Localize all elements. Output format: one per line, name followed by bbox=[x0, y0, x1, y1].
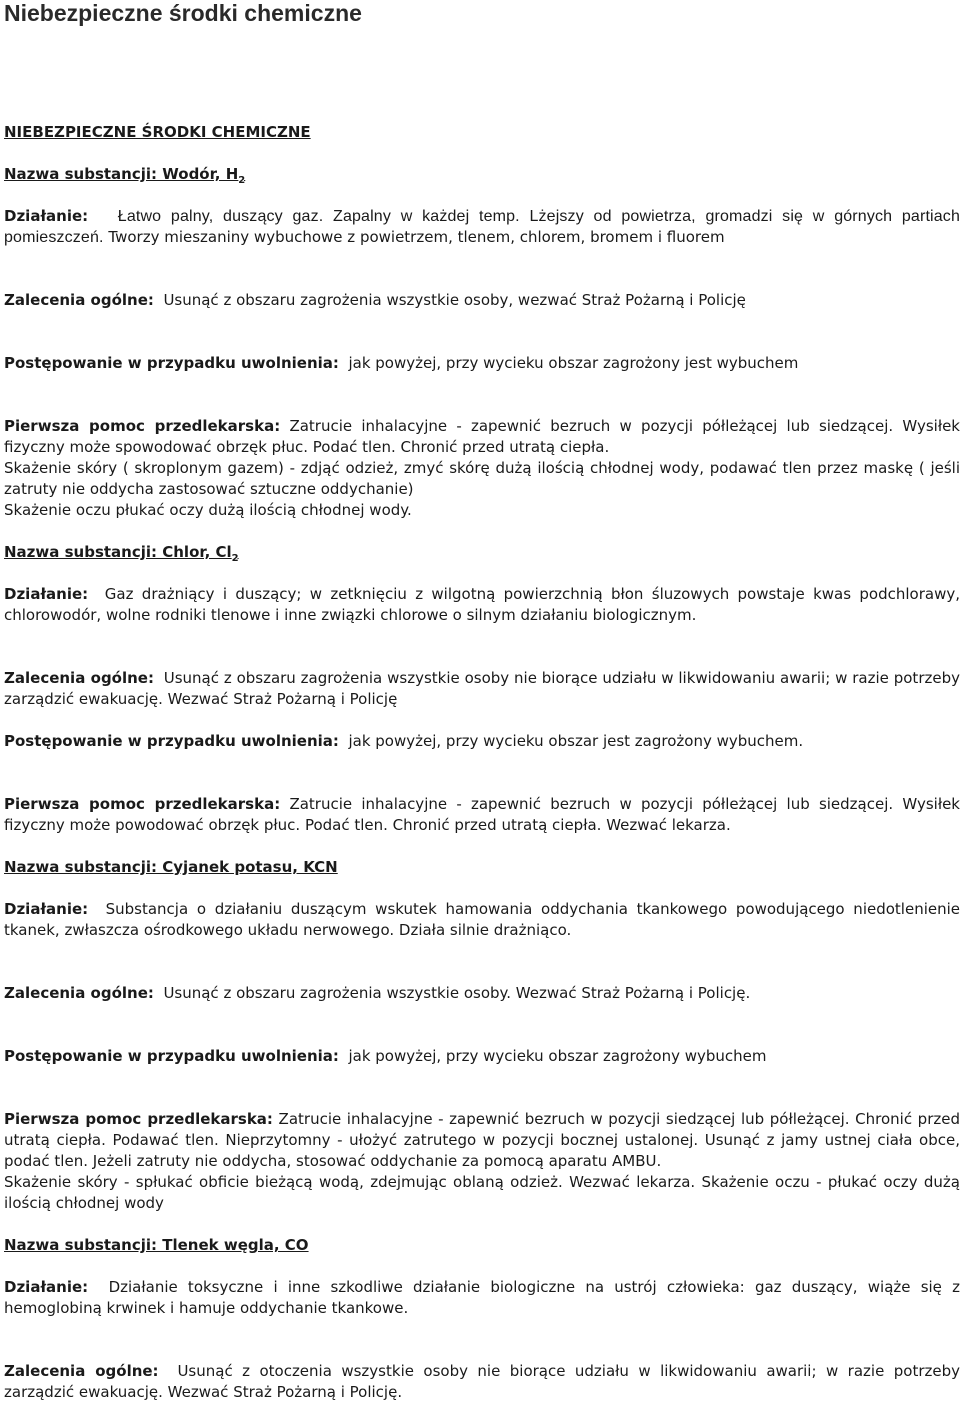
first-aid-label: Pierwsza pomoc przedlekarska: bbox=[4, 417, 281, 435]
release-section bbox=[4, 353, 960, 374]
action-label: Działanie: bbox=[4, 585, 89, 603]
first-aid-paragraph: Skażenie skóry ( skroplonym gazem) - zdjąć odzież, zmyć skórę dużą ilością chłodnej wody, podawać tlen przez maskę ( jeśli zatruty nie oddycha zastosować sztuczne oddychanie) bbox=[4, 459, 960, 498]
first-aid-section bbox=[4, 1109, 960, 1214]
substance-potassium-cyanide bbox=[4, 857, 960, 1214]
action-label: Działanie: bbox=[4, 900, 89, 918]
subscript: 2 bbox=[238, 175, 246, 186]
action-text: Gaz drażniący i duszący; w zetknięciu z wilgotną powierzchnią błon śluzowych powstaje kwas podchlorawy, chlorowodór, wolne rodniki tlenowe i inne związki chlorowe o silnym działaniu biologicznym. bbox=[4, 585, 960, 624]
first-aid-section bbox=[4, 416, 960, 521]
first-aid-paragraph bbox=[4, 794, 960, 836]
substance-title: Nazwa substancji: Cyjanek potasu, KCN bbox=[4, 858, 338, 876]
general-text: Usunąć z obszaru zagrożenia wszystkie osoby nie biorące udziału w likwidowaniu awarii; w razie potrzeby zarządzić ewakuację. Wezwać Straż Pożarną i Policję bbox=[4, 669, 960, 708]
action-label: Działanie: bbox=[4, 207, 89, 225]
first-aid-paragraph bbox=[4, 1109, 960, 1172]
substance-title bbox=[4, 542, 960, 563]
first-aid-label: Pierwsza pomoc przedlekarska: bbox=[4, 1110, 273, 1128]
general-text: Usunąć z otoczenia wszystkie osoby nie biorące udziału w likwidowaniu awarii; w razie potrzeby zarządzić ewakuację. Wezwać Straż Pożarną i Policję. bbox=[4, 1362, 960, 1401]
substance-title-text: Nazwa substancji: Wodór, H bbox=[4, 165, 239, 183]
document-body bbox=[4, 122, 960, 1403]
release-section bbox=[4, 1046, 960, 1067]
substance-title bbox=[4, 164, 960, 185]
general-label: Zalecenia ogólne: bbox=[4, 984, 154, 1002]
general-section bbox=[4, 983, 960, 1004]
general-label: Zalecenia ogólne: bbox=[4, 669, 154, 687]
release-text: jak powyżej, przy wycieku obszar jest zagrożony wybuchem. bbox=[348, 732, 804, 750]
first-aid-paragraph: Skażenie oczu płukać oczy dużą ilością chłodnej wody. bbox=[4, 501, 412, 519]
release-label: Postępowanie w przypadku uwolnienia: bbox=[4, 354, 339, 372]
action-text: Łatwo palny, duszący gaz. Zapalny w każdej temp. Lżejszy od powietrza, gromadzi się w górnych partiach pomieszczeń. bbox=[4, 208, 960, 246]
action-section bbox=[4, 584, 960, 626]
first-aid-text: Zatrucie inhalacyjne - zapewnić bezruch w pozycji półleżącej lub siedzącej. Wysiłek fizyczny może powodować obrzęk płuc. Podać tlen. Chronić przed utratą ciepła. Wezwać lekarza. bbox=[4, 795, 960, 834]
first-aid-text: Zatrucie inhalacyjne - zapewnić bezruch w pozycji siedzącej lub półleżącej. Chronić przed utratą ciepła. Podawać tlen. Nieprzytomny - ułożyć zatrutego w pozycji bocznej ustalonej. Usunąć z jamy ustnej ciała obce, podać tlen. Jeżeli zatruty nie oddycha, stosować oddychanie za pomocą aparatu AMBU. bbox=[4, 1110, 960, 1170]
general-label: Zalecenia ogólne: bbox=[4, 1362, 159, 1380]
action-section bbox=[4, 1277, 960, 1319]
first-aid-text: Zatrucie inhalacyjne - zapewnić bezruch w pozycji półleżącej lub siedzącej. Wysiłek fizyczny może spowodować obrzęk płuc. Podać tlen. Chronić przed utratą ciepła. bbox=[4, 417, 960, 456]
first-aid-paragraph bbox=[4, 416, 960, 458]
action-section bbox=[4, 206, 960, 248]
substance-carbon-monoxide bbox=[4, 1235, 960, 1403]
general-label: Zalecenia ogólne: bbox=[4, 291, 154, 309]
action-label: Działanie: bbox=[4, 1278, 89, 1296]
release-label: Postępowanie w przypadku uwolnienia: bbox=[4, 1047, 339, 1065]
release-text: jak powyżej, przy wycieku obszar zagrożony jest wybuchem bbox=[348, 354, 799, 372]
first-aid-label: Pierwsza pomoc przedlekarska: bbox=[4, 795, 281, 813]
general-text: Usunąć z obszaru zagrożenia wszystkie osoby. Wezwać Straż Pożarną i Policję. bbox=[163, 984, 751, 1002]
substance-chlorine bbox=[4, 542, 960, 836]
substance-title: Nazwa substancji: Tlenek węgla, CO bbox=[4, 1236, 309, 1254]
release-section bbox=[4, 731, 960, 752]
release-text: jak powyżej, przy wycieku obszar zagrożony wybuchem bbox=[348, 1047, 767, 1065]
general-section bbox=[4, 290, 960, 311]
action-section bbox=[4, 899, 960, 941]
page-title: Niebezpieczne środki chemiczne bbox=[4, 0, 362, 26]
substance-title-text: Nazwa substancji: Chlor, Cl bbox=[4, 543, 232, 561]
action-text-continued: Tworzy mieszaniny wybuchowe z powietrzem, tlenem, chlorem, bromem i fluorem bbox=[108, 228, 725, 246]
general-section bbox=[4, 668, 960, 710]
action-text: Substancja o działaniu duszącym wskutek hamowania oddychania tkankowego powodującego niedotlenienie tkanek, zwłaszcza ośrodkowego układu nerwowego. Działa silnie drażniąco. bbox=[4, 900, 960, 939]
substance-hydrogen bbox=[4, 164, 960, 521]
main-heading: NIEBEZPIECZNE ŚRODKI CHEMICZNE bbox=[4, 123, 311, 141]
general-text: Usunąć z obszaru zagrożenia wszystkie osoby, wezwać Straż Pożarną i Policję bbox=[163, 291, 746, 309]
first-aid-paragraph: Skażenie skóry - spłukać obficie bieżącą wodą, zdejmując oblaną odzież. Wezwać lekarza. Skażenie oczu - płukać oczy dużą ilością chłodnej wody bbox=[4, 1173, 960, 1212]
release-label: Postępowanie w przypadku uwolnienia: bbox=[4, 732, 339, 750]
first-aid-section bbox=[4, 794, 960, 836]
action-text: Działanie toksyczne i inne szkodliwe działanie biologiczne na ustrój człowieka: gaz duszący, wiąże się z hemoglobiną krwinek i hamuje oddychanie tkankowe. bbox=[4, 1278, 960, 1317]
subscript: 2 bbox=[231, 553, 239, 564]
